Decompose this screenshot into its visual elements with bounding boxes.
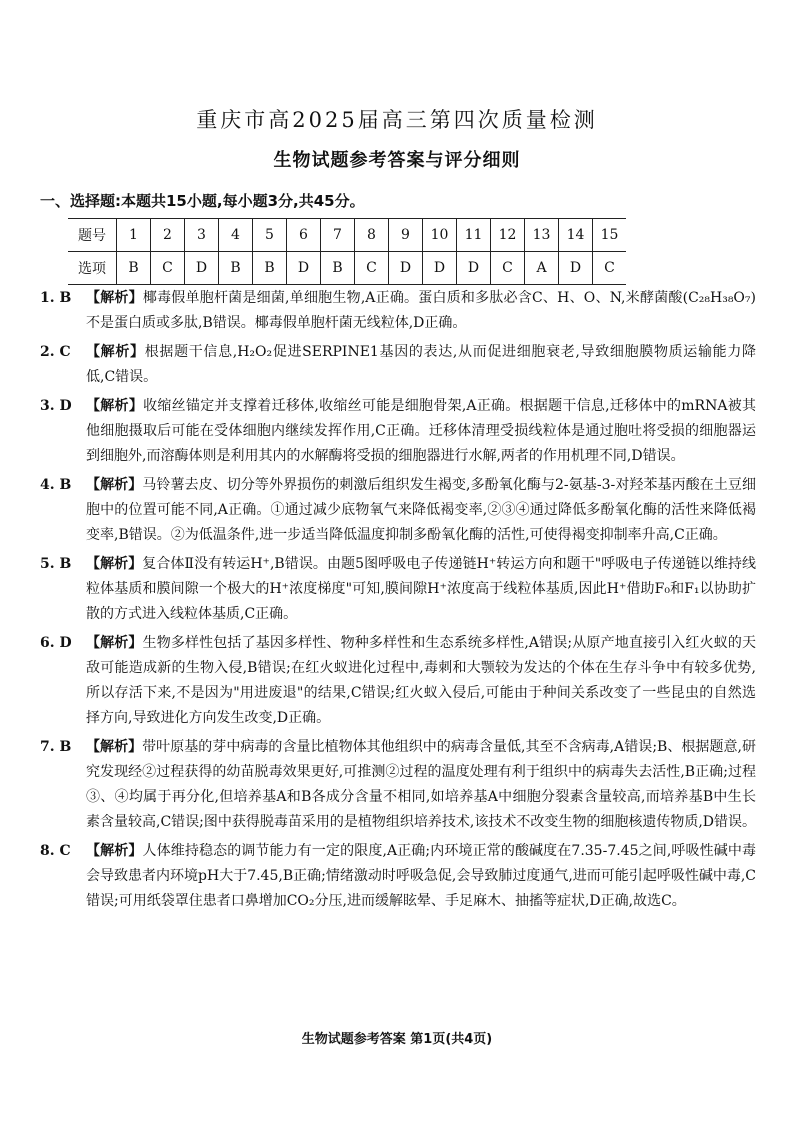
question-number: 15	[593, 219, 627, 252]
answer-table-answer-row	[68, 252, 626, 285]
answer-table-row1-label: 题号	[68, 219, 117, 252]
item-number: 8. C	[40, 843, 71, 859]
item-body	[86, 473, 756, 548]
item-tag: 【解析】	[86, 477, 143, 493]
explanation-item	[40, 552, 756, 627]
item-body	[86, 735, 756, 835]
question-number: 8	[355, 219, 389, 252]
item-tag: 【解析】	[86, 290, 143, 306]
item-number: 2. C	[40, 344, 71, 360]
item-text: 根据题干信息,H₂O₂促进SERPINE1基因的表达,从而促进细胞衰老,导致细胞膜物质运输能力降低,C错误。	[86, 344, 756, 385]
item-body	[86, 286, 756, 336]
question-number: 10	[423, 219, 457, 252]
question-number: 2	[151, 219, 185, 252]
answer-table	[68, 218, 626, 285]
item-body	[86, 340, 756, 390]
question-number: 6	[287, 219, 321, 252]
item-body	[86, 839, 756, 914]
explanation-item	[40, 631, 756, 731]
item-number: 3. D	[40, 398, 72, 414]
answer-cell: C	[593, 252, 627, 285]
item-text: 收缩丝锚定并支撑着迁移体,收缩丝可能是细胞骨架,A正确。根据题干信息,迁移体中的mRNA被其他细胞摄取后可能在受体细胞内继续发挥作用,C正确。迁移体清理受损线粒体是通过胞吐将受损的细胞器运到细胞外,而溶酶体则是利用其内的水解酶将受损的细胞器进行水解,两者的作用机理不同,D错误。	[86, 398, 757, 464]
explanation-item	[40, 394, 756, 469]
answer-cell: B	[117, 252, 151, 285]
item-text: 人体维持稳态的调节能力有一定的限度,A正确;内环境正常的酸碱度在7.35-7.45之间,呼吸性碱中毒会导致患者内环境pH大于7.45,B正确;情绪激动时呼吸急促,会导致肺过度通气,进而可能引起呼吸性碱中毒,C错误;可用纸袋罩住患者口鼻增加CO₂分压,进而缓解眩晕、手足麻木、抽搐等症状,D正确,故选C。	[86, 843, 756, 909]
question-number: 14	[559, 219, 593, 252]
explanation-item	[40, 473, 756, 548]
item-text: 椰毒假单胞杆菌是细菌,单细胞生物,A正确。蛋白质和多肽必含C、H、O、N,米酵菌酸(C₂₈H₃₈O₇)不是蛋白质或多肽,B错误。椰毒假单胞杆菌无线粒体,D正确。	[86, 290, 756, 331]
page-subtitle: 生物试题参考答案与评分细则	[273, 150, 521, 171]
answer-cell: C	[151, 252, 185, 285]
answer-cell: D	[423, 252, 457, 285]
question-number: 5	[253, 219, 287, 252]
item-tag: 【解析】	[86, 398, 144, 414]
question-number: 12	[491, 219, 525, 252]
explanation-item	[40, 340, 756, 390]
answer-table-row2-label: 选项	[68, 252, 117, 285]
answer-table-number-row	[68, 219, 626, 252]
item-text: 马铃薯去皮、切分等外界损伤的刺激后组织发生褐变,多酚氧化酶与2-氨基-3-对羟苯基丙酸在土豆细胞中的位置可能不同,A正确。①通过减少底物氧气来降低褐变率,②③④通过降低多酚氧化酶的活性来降低褐变率,B错误。②为低温条件,进一步适当降低温度抑制多酚氧化酶的活性,可使得褐变抑制率升高,C正确。	[86, 477, 756, 543]
explanation-item	[40, 735, 756, 835]
item-tag: 【解析】	[86, 635, 143, 651]
item-number: 4. B	[40, 477, 72, 493]
item-tag: 【解析】	[86, 344, 145, 360]
page-title: 重庆市高2025届高三第四次质量检测	[196, 108, 598, 132]
item-body	[86, 394, 756, 469]
item-number: 6. D	[40, 635, 72, 651]
item-text: 复合体Ⅱ没有转运H⁺,B错误。由题5图呼吸电子传递链H⁺转运方向和题干"呼吸电子传递链以维持线粒体基质和膜间隙一个极大的H⁺浓度梯度"可知,膜间隙H⁺浓度高于线粒体基质,因此H⁺借助F₀和F₁以协助扩散的方式进入线粒体基质,C正确。	[86, 556, 757, 622]
answer-cell: C	[355, 252, 389, 285]
answer-cell: D	[185, 252, 219, 285]
answer-cell: B	[321, 252, 355, 285]
question-number: 1	[117, 219, 151, 252]
answer-cell: D	[559, 252, 593, 285]
explanation-list	[40, 286, 756, 918]
item-body	[86, 631, 756, 731]
question-number: 4	[219, 219, 253, 252]
item-text: 带叶原基的芽中病毒的含量比植物体其他组织中的病毒含量低,其至不含病毒,A错误;B、根据题意,研究发现经②过程获得的幼苗脱毒效果更好,可推测②过程的温度处理有利于组织中的病毒失去活性,B正确;过程③、④均属于再分化,但培养基A和B各成分含量不相同,如培养基A中细胞分裂素含量较高,而培养基B中生长素含量较高,C错误;图中获得脱毒苗采用的是植物组织培养技术,该技术不改变生物的细胞核遗传物质,D错误。	[86, 739, 757, 830]
answer-cell: B	[253, 252, 287, 285]
answer-cell: D	[287, 252, 321, 285]
explanation-item	[40, 839, 756, 914]
page-footer: 生物试题参考答案 第1页(共4页)	[301, 1032, 493, 1047]
answer-cell: D	[457, 252, 491, 285]
item-tag: 【解析】	[86, 843, 143, 859]
answer-cell: B	[219, 252, 253, 285]
answer-cell: C	[491, 252, 525, 285]
item-number: 5. B	[40, 556, 72, 572]
question-number: 7	[321, 219, 355, 252]
question-number: 11	[457, 219, 491, 252]
question-number: 13	[525, 219, 559, 252]
answer-cell: A	[525, 252, 559, 285]
question-number: 3	[185, 219, 219, 252]
item-text: 生物多样性包括了基因多样性、物种多样性和生态系统多样性,A错误;从原产地直接引入红火蚁的天敌可能造成新的生物入侵,B错误;在红火蚁进化过程中,毒刺和大颚较为发达的个体在生存斗争中有较多优势,所以存活下来,不是因为"用进废退"的结果,C错误;红火蚁入侵后,可能由于种间关系改变了一些昆虫的自然选择方向,导致进化方向发生改变,D正确。	[86, 635, 756, 726]
explanation-item	[40, 286, 756, 336]
item-tag: 【解析】	[86, 739, 143, 755]
answer-cell: D	[389, 252, 423, 285]
item-number: 1. B	[40, 290, 72, 306]
item-tag: 【解析】	[86, 556, 143, 572]
item-body	[86, 552, 756, 627]
section-heading: 一、选择题:本题共15小题,每小题3分,共45分。	[40, 192, 365, 210]
item-number: 7. B	[40, 739, 72, 755]
question-number: 9	[389, 219, 423, 252]
